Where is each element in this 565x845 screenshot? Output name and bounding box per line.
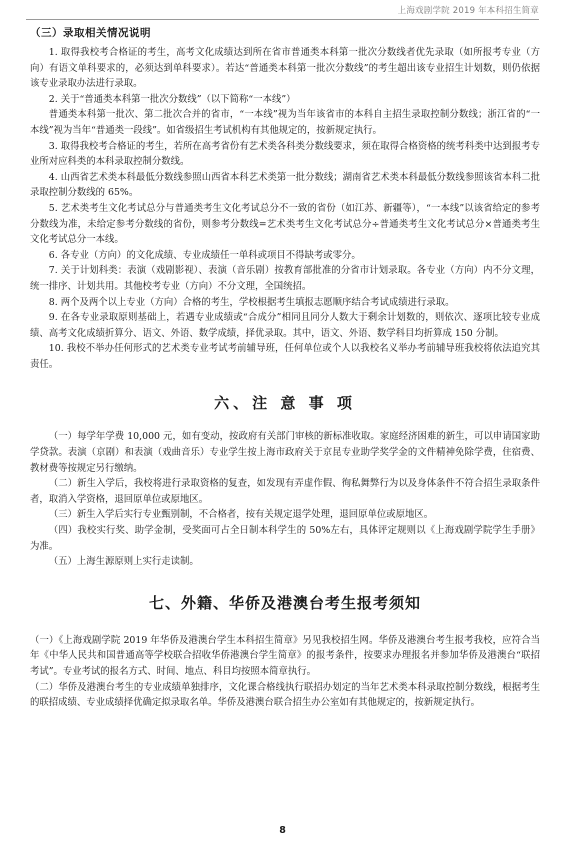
admission-list xyxy=(30,45,540,372)
section-title-overseas: 七、外籍、华侨及港澳台考生报考须知 xyxy=(148,593,421,612)
page-number: 8 xyxy=(279,825,286,836)
admission-item: 3. 取得我校考合格证的考生，若所在高考省份有艺术类各科类分数线要求，须在取得合格资格的统考科类中达到报考专业所对应科类的本科录取控制分数线。 xyxy=(30,140,540,168)
header-divider xyxy=(26,19,539,20)
notes-item: （三）新生入学后实行专业甄别制，不合格者，按有关规定退学处理，退回原单位或原地区。 xyxy=(48,509,434,521)
notes-item: （五）上海生源原则上实行走读制。 xyxy=(48,556,199,568)
section-title-notes: 六、注 意 事 项 xyxy=(214,394,356,413)
admission-item: 1. 取得我校考合格证的考生，高考文化成绩达到所在省市普通类本科第一批次分数线者优先录取（如所报考专业（方向）有语文单科要求的，必须达到单科要求）。若达“普通类本科第一批次分数线”的考生超出该专业招生计划数，则仍依据该专业录取办法进行录取。 xyxy=(30,47,540,90)
admission-item: 7. 关于计划科类：表演（戏剧影视）、表演（音乐剧）按教育部批准的分省市计划录取。各专业（方向）内不分文理，统一排序、计划共用。其他校考专业（方向）不分文理，全国统招。 xyxy=(30,265,540,292)
admission-item: 2. 关于“普通类本科第一批次分数线”（以下简称“一本线”） xyxy=(48,93,296,105)
notes-item: （四）我校实行奖、助学金制，受奖面可占全日制本科学生的 50%左右，具体评定规则以《上海戏剧学院学生手册》为准。 xyxy=(30,525,540,552)
admission-item: 5. 艺术类考生文化考试总分与普通类考生文化考试总分不一致的省份（如江苏、新疆等），“一本线”以该省给定的参考分数线为准，未给定参考分数线的省份，则参考分数线=艺术类考生文化考试总分÷普通类考生文化考试总分×普通类考生文化考试总分一本线。 xyxy=(30,202,540,246)
admission-item: 6. 各专业（方向）的文化成绩、专业成绩任一单科或项目不得缺考或零分。 xyxy=(48,249,361,261)
overseas-item: （二）华侨及港澳台考生的专业成绩单独排序，文化课合格线执行联招办划定的当年艺术类本科录取控制分数线，根据考生的联招成绩、专业成绩择优确定拟录取名单。华侨及港澳台联合招生办公室如有其他规定的，按新规定执行。 xyxy=(30,681,540,709)
admission-heading: （三）录取相关情况说明 xyxy=(30,27,151,39)
overseas-item: （一）《上海戏剧学院 2019 年华侨及港澳台学生本科招生简章》另见我校招生网。华侨及港澳台考生报考我校，应符合当年《中华人民共和国普通高等学校联合招收华侨港澳台学生简章》的报考条件，按要求办理报名并参加华侨及港澳台“联招考试”。专业考试的报名方式、时间、地点、科目均按照本简章执行。 xyxy=(30,634,540,677)
page-content xyxy=(30,25,540,711)
admission-item: 普通类本科第一批次、第二批次合并的省市，“一本线”视为当年该省市的本科自主招生录取控制分数线；浙江省的“一本线”视为当年“普通类一段线”。如省级招生考试机构有其他规定的，按新规定执行。 xyxy=(30,109,540,136)
admission-item: 8. 两个及两个以上专业（方向）合格的考生，学校根据考生填报志愿顺序结合考试成绩进行录取。 xyxy=(48,296,455,308)
admission-item: 4. 山西省艺术类本科最低分数线参照山西省本科艺术类第一批分数线；湖南省艺术类本科最低分数线参照该省本科二批录取控制分数线的 65%。 xyxy=(30,171,540,199)
overseas-list xyxy=(30,633,540,711)
notes-list xyxy=(30,429,540,569)
notes-item: （一）每学年学费 10,000 元，如有变动，按政府有关部门审核的新标准收取。家庭经济困难的新生，可以申请国家助学贷款。表演（京剧）和表演（戏曲音乐）专业学生按上海市政府关于京昆专业助学奖学金的文件精神免除学费，住宿费、教材费等按规定另行缴纳。 xyxy=(30,431,540,474)
admission-item: 9. 在各专业录取原则基础上，若遇专业成绩或“合成分”相同且同分人数大于剩余计划数的，则依次、逐项比较专业成绩、高考文化成绩折算分、语文、外语、数学成绩，择优录取。其中，语文、外语、数学科目均折算成 150 分制。 xyxy=(30,312,540,339)
notes-item: （二）新生入学后，我校将进行录取资格的复查，如发现有弄虚作假、徇私舞弊行为以及身体条件不符合招生录取条件者，取消入学资格，退回原单位或原地区。 xyxy=(30,478,540,505)
running-header: 上海戏剧学院 2019 年本科招生简章 xyxy=(397,6,539,16)
admission-item: 10. 我校不举办任何形式的艺术类专业考试考前辅导班，任何单位或个人以我校名义举办考前辅导班我校将依法追究其责任。 xyxy=(30,343,540,370)
